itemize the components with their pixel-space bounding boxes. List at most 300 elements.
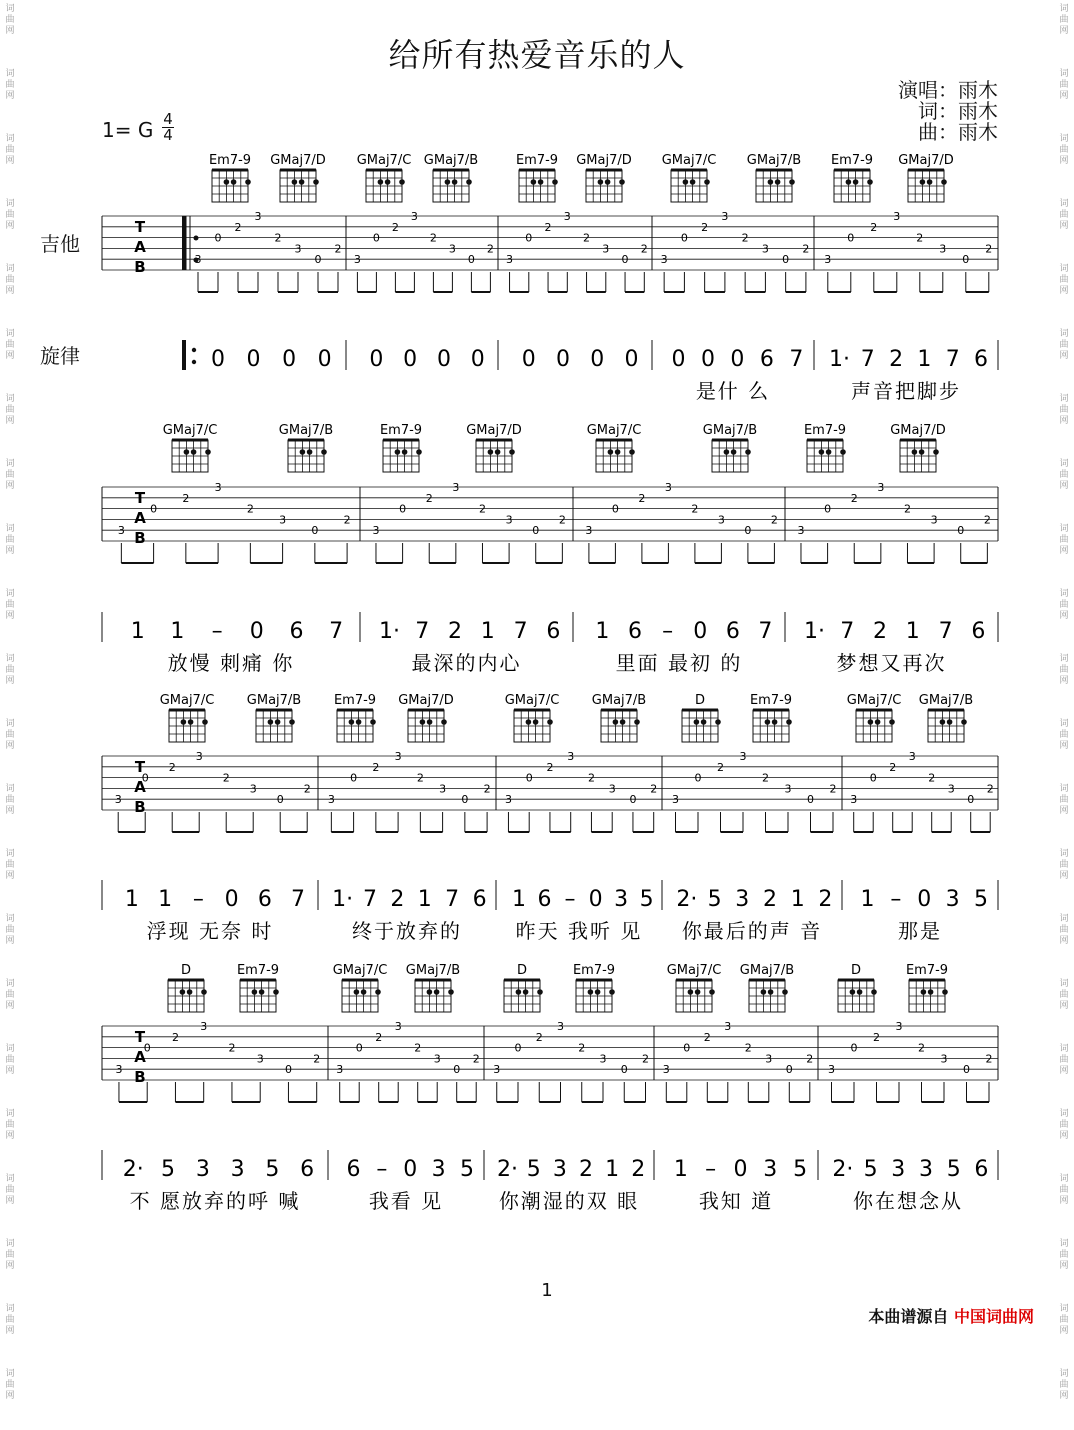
tab-fret-number: 0 [694,771,702,785]
tab-fret-number: 2 [638,491,646,505]
chord-dot [629,449,635,455]
chord-dot [205,449,211,455]
tab-fret-number: 3 [410,210,418,223]
chord-dot [731,449,737,455]
chord-dot [349,719,355,725]
melody-note: 0 [733,1157,748,1182]
chord-dot [313,179,319,185]
chord-dot [399,179,405,185]
melody-note: 2 [579,1157,593,1182]
melody-note: 6 [346,1157,361,1182]
chord-name: Em7-9 [749,693,793,708]
tab-fret-number: 2 [182,491,190,505]
tab-fret-number: 2 [903,502,911,516]
melody-note: 0 [730,347,745,372]
watermark-right: 词 曲 网 词 曲 网 词 曲 网 词 曲 网 词 曲 网 词 曲 网 词 曲 网 词 曲 网 词 曲 网 词 曲 网 词 曲 网 词 曲 网 词 曲 网 词 曲 网 词 曲 网 词 曲 网 词 曲 网 词 曲 网 词 曲 网 词 曲 网 词 曲 网 词 曲 网 [1059,4,1069,1401]
tab-fret-number: 2 [303,782,311,796]
chord-name: Em7-9 [515,153,559,168]
chord-dot [224,179,230,185]
chord-dot [690,179,696,185]
melody-note: 3 [735,887,750,912]
chord-dot [427,989,433,995]
tab-fret-number: 2 [762,771,769,785]
chord-dot [531,179,537,185]
chord-dot [701,719,707,725]
chord-dot [940,719,946,725]
melody-note: 1 [673,1157,688,1182]
tab-fret-number: 0 [311,524,319,538]
tab-fret-number: 0 [314,253,322,267]
tab-fret-number: 2 [425,491,433,505]
chord-name: GMaj7/B [739,963,795,978]
tab-fret-number: 0 [621,253,629,267]
tab-fret-number: 0 [532,524,540,538]
tab-fret-number: 0 [276,793,284,807]
melody-note: 3 [195,1157,210,1182]
chord-name: GMaj7/C [162,423,218,438]
tab-clef-letter: B [134,529,146,547]
melody-note: 5 [973,887,988,912]
song-title: 给所有热爱音乐的人 [388,36,686,74]
chord-dot [523,989,529,995]
chord-dot [961,719,967,725]
tab-fret-number: 3 [599,1052,607,1066]
tab-fret-number: 2 [583,231,591,245]
chord-dot [448,989,454,995]
tab-fret-number: 0 [150,502,158,516]
chord-dot [919,449,925,455]
melody-note: 1 [605,1157,620,1182]
tab-fret-number: 3 [850,793,858,807]
chord-dot [694,719,700,725]
tab-fret-number: 3 [828,1063,835,1077]
tab-clef-letter: A [134,1048,146,1066]
melody-note: 0 [249,619,264,644]
melody-note: – [564,887,576,912]
tab-fret-number: 2 [744,1041,752,1055]
tab-fret-number: 2 [870,220,878,234]
melody-note: 7 [329,619,344,644]
chord-dot [187,989,193,995]
tab-fret-number: 3 [452,481,460,494]
melody-note: 1 [790,887,805,912]
melody-note: 3 [919,1157,933,1182]
tab-fret-number: 2 [558,513,566,527]
chord-name: Em7-9 [905,963,949,978]
tab-fret-number: 3 [567,750,575,763]
chord-name: Em7-9 [379,423,423,438]
tab-fret-number: 3 [195,750,203,763]
tab-fret-number: 2 [986,782,994,796]
chord-dot [853,179,859,185]
chord-dot [615,449,621,455]
lyric: 那是 [898,919,942,943]
chord-dot [613,719,619,725]
lyric: 你最后的声 音 [681,919,823,943]
key-signature: 1= G [102,118,154,142]
chord-name: GMaj7/C [159,693,215,708]
melody-note: 1 [170,619,185,644]
tab-fret-number: 2 [717,760,724,774]
chord-dot [846,179,852,185]
tab-fret-number: 3 [200,1020,208,1033]
tab-fret-number: 3 [439,782,447,796]
melody-note: 7 [840,619,855,644]
lyric: 昨天 我听 见 [515,919,643,943]
melody-note: 0 [211,347,225,372]
chord-name: Em7-9 [208,153,252,168]
chord-dot [786,719,792,725]
chord-dot [775,179,781,185]
melody-note: 6 [759,347,774,372]
melody-note: 6 [289,619,304,644]
melody-note: 0 [246,347,261,372]
chord-dot [889,719,895,725]
tab-fret-number: 0 [785,1063,793,1077]
tab-fret-number: 3 [504,793,512,807]
tab-fret-number: 2 [642,1052,649,1066]
tab-fret-number: 3 [672,793,679,807]
melody-note: 1· [378,619,400,644]
time-signature-bottom: 4 [163,126,173,144]
melody-repeat-dot [192,360,196,364]
chord-dot [772,719,778,725]
tab-fret-number: 3 [765,1052,773,1066]
chord-dot [509,449,515,455]
tab-fret-number: 3 [660,253,668,267]
chord-name: GMaj7/B [405,963,461,978]
tab-fret-number: 2 [546,760,554,774]
chord-dot [588,989,594,995]
singer: 雨木 [958,78,998,102]
chord-dot [259,989,265,995]
tab-fret-number: 0 [284,1063,292,1077]
tab-fret-number: 3 [117,524,125,538]
chord-dot [857,989,863,995]
melody-note: 6 [627,619,642,644]
tab-fret-number: 3 [214,481,222,494]
tab-fret-number: 0 [744,524,752,538]
chord-dot [378,179,384,185]
tab-fret-number: 2 [650,782,658,796]
chord-dot [356,719,362,725]
composer: 雨木 [958,120,998,144]
chord-name: D [694,693,706,708]
tab-fret-number: 3 [563,210,571,223]
tab-fret-number: 0 [967,793,975,807]
tab-fret-number: 2 [486,242,494,256]
tab-fret-number: 2 [274,231,282,245]
tab-fret-number: 3 [294,242,302,256]
melody-note: 0 [470,347,485,372]
tab-fret-number: 3 [448,242,456,256]
tab-fret-number: 0 [847,231,855,245]
chord-dot [789,179,795,185]
chord-dot [745,449,751,455]
melody-note: 5 [459,1157,474,1182]
tab-fret-number: 3 [249,782,257,796]
tab-fret-number: 3 [353,253,361,267]
guitar-label: 吉他 [40,232,80,256]
chord-dot [927,179,933,185]
tab-fret-number: 2 [313,1052,321,1066]
tab-fret-number: 3 [908,750,916,763]
tab-fret-number: 3 [394,750,402,763]
lyricist-label: 词： [918,99,958,123]
chord-dot [868,719,874,725]
chord-dot [552,179,558,185]
melody-note: 7 [758,619,773,644]
chord-dot [289,719,295,725]
melody-note: 2· [122,1157,144,1182]
chord-name: GMaj7/D [270,153,326,168]
chord-dot [354,989,360,995]
melody-note: – [376,1157,388,1182]
chord-dot [709,989,715,995]
chord-dot [547,719,553,725]
tab-fret-number: 2 [171,1030,179,1044]
melody-note: 6 [472,887,487,912]
tab-fret-number: 2 [691,502,699,516]
chord-name: GMaj7/B [702,423,758,438]
chord-dot [402,449,408,455]
tab-fret-number: 3 [824,253,832,267]
chord-dot [427,719,433,725]
lyric: 梦想又再次 [836,651,947,675]
melody-note: 1· [803,619,825,644]
tab-fret-number: 3 [372,524,380,538]
lyric: 放慢 刺痛 你 [167,651,295,675]
chord-name: GMaj7/B [591,693,647,708]
tab-fret-number: 3 [505,513,513,527]
tab-clef-letter: A [134,778,146,796]
melody-repeat-dot [192,348,196,352]
tab-clef-letter: B [134,258,146,276]
melody-note: 0 [588,887,603,912]
melody-note: 0 [436,347,451,372]
tab-fret-number: 2 [416,771,424,785]
chord-dot [538,179,544,185]
melody-note: 7 [789,347,804,372]
tab-fret-number: 3 [279,513,287,527]
chord-name: GMaj7/D [466,423,522,438]
tab-fret-number: 0 [525,231,533,245]
chord-name: GMaj7/D [890,423,946,438]
tab-fret-number: 0 [461,793,469,807]
melody-note: – [662,619,674,644]
melody-note: 5 [526,1157,541,1182]
chord-name: Em7-9 [572,963,616,978]
melody-note: – [890,887,902,912]
melody-note: 7 [513,619,528,644]
chord-name: GMaj7/C [846,693,902,708]
lyric: 声音把脚步 [851,379,961,403]
chord-dot [605,179,611,185]
chord-dot [516,989,522,995]
chord-dot [300,449,306,455]
chord-name: GMaj7/C [666,963,722,978]
melody-note: 1· [828,347,850,372]
tab-fret-number: 0 [957,524,965,538]
tab-fret-number: 3 [664,481,672,494]
chord-name: D [180,963,192,978]
composer-label: 曲： [918,120,958,144]
tab-clef-letter: T [134,1028,146,1046]
melody-note: 6 [974,1157,989,1182]
tab-fret-number: 3 [394,1020,402,1033]
chord-dot [850,989,856,995]
tab-fret-number: 0 [467,253,475,267]
chord-dot [370,719,376,725]
tab-fret-number: 2 [578,1041,586,1055]
chord-dot [765,719,771,725]
chord-dot [941,179,947,185]
tab-fret-number: 3 [877,481,885,494]
lyric: 你潮湿的双 眼 [498,1189,640,1213]
melody-label: 旋律 [40,344,80,368]
melody-note: 6 [300,1157,315,1182]
tab-fret-number: 3 [506,253,514,267]
melody-note: 3 [891,1157,906,1182]
chord-dot [634,719,640,725]
tab-fret-number: 0 [963,1063,970,1077]
chord-dot [416,449,422,455]
melody-note: 6 [546,619,561,644]
tab-fret-number: 2 [429,231,437,245]
chord-name: D [850,963,862,978]
melody-note: 1 [480,619,495,644]
chord-dot [933,449,939,455]
chord-name: GMaj7/B [246,693,302,708]
melody-note: 1 [417,887,432,912]
chord-dot [268,719,274,725]
melody-note: 2 [631,1157,646,1182]
tab-fret-number: 2 [414,1041,422,1055]
melody-note: 3 [552,1157,567,1182]
tab-fret-number: 3 [717,513,725,527]
tab-fret-number: 3 [602,242,610,256]
tab-fret-number: 2 [983,513,991,527]
chord-dot [704,179,710,185]
melody-note: 6 [725,619,740,644]
melody-note: 1 [905,619,920,644]
chord-dot [466,179,472,185]
tab-fret-number: 3 [557,1020,564,1033]
chord-dot [819,449,825,455]
watermark-left: 词 曲 网 词 曲 网 词 曲 网 词 曲 网 词 曲 网 词 曲 网 词 曲 网 词 曲 网 词 曲 网 词 曲 网 词 曲 网 词 曲 网 词 曲 网 词 曲 网 词 曲 网 词 曲 网 词 曲 网 词 曲 网 词 曲 网 词 曲 网 词 曲 网 词 曲 网 [5,4,15,1401]
tab-fret-number: 2 [375,1030,383,1044]
melody-note: 3 [230,1157,245,1182]
melody-note: 0 [590,347,605,372]
chord-dot [452,179,458,185]
tab-fret-number: 2 [889,760,897,774]
chord-name: D [516,963,528,978]
tab-fret-number: 0 [141,771,149,785]
melody-note: – [705,1157,717,1182]
lyric: 是什 么 [695,379,771,403]
tab-fret-number: 0 [869,771,877,785]
page-number: 1 [541,1280,553,1301]
chord-name: GMaj7/C [356,153,412,168]
repeat-dot [194,236,199,241]
tab-fret-number: 0 [514,1041,522,1055]
melody-note: 0 [671,347,686,372]
tab-fret-number: 0 [824,502,832,516]
melody-note: 0 [317,347,332,372]
melody-note: 2 [889,347,904,372]
tab-fret-number: 2 [478,502,486,516]
chord-dot [181,719,187,725]
chord-name: Em7-9 [830,153,874,168]
time-signature-top: 4 [163,110,173,128]
tab-fret-number: 0 [453,1063,461,1077]
melody-note: 5 [707,887,722,912]
chord-dot [867,179,873,185]
tab-fret-number: 2 [806,1052,814,1066]
tab-clef-letter: T [134,758,146,776]
tab-fret-number: 3 [797,524,805,538]
chord-dot [620,719,626,725]
tab-fret-number: 2 [802,242,810,256]
chord-dot [299,179,305,185]
melody-note: 1 [595,619,610,644]
melody-note: 7 [945,347,960,372]
chord-dot [619,179,625,185]
melody-note: 0 [521,347,536,372]
chord-dot [695,989,701,995]
melody-note: 1 [917,347,932,372]
melody-note: 7 [363,887,378,912]
chord-name: GMaj7/C [661,153,717,168]
tab-fret-number: 2 [372,760,380,774]
chord-dot [188,719,194,725]
tab-fret-number: 3 [254,210,262,223]
chord-name: Em7-9 [236,963,280,978]
melody-note: 6 [971,619,986,644]
tab-fret-number: 2 [228,1041,236,1055]
chord-dot [920,179,926,185]
tab-fret-number: 2 [640,242,648,256]
melody-note: 0 [693,619,708,644]
melody-note: 0 [917,887,932,912]
chord-dot [724,449,730,455]
melody-note: 1 [130,619,145,644]
chord-dot [420,719,426,725]
tab-fret-number: 2 [334,242,342,256]
melody-note: 7 [291,887,306,912]
chord-name: GMaj7/C [586,423,642,438]
chord-dot [768,989,774,995]
chord-name: GMaj7/B [918,693,974,708]
tab-fret-number: 0 [611,502,619,516]
tab-fret-number: 2 [483,782,491,796]
chord-dot [245,179,251,185]
melody-note: 3 [763,1157,778,1182]
lyric: 最深的内心 [411,651,522,675]
chord-dot [688,989,694,995]
chord-dot [231,179,237,185]
chord-dot [921,989,927,995]
tab-fret-number: 3 [724,1020,732,1033]
tab-fret-number: 2 [928,771,936,785]
tab-fret-number: 0 [355,1041,363,1055]
chord-dot [488,449,494,455]
tab-fret-number: 3 [585,524,593,538]
tab-clef-letter: T [134,489,146,507]
tab-fret-number: 2 [168,760,176,774]
chord-dot [826,449,832,455]
chord-name: Em7-9 [803,423,847,438]
